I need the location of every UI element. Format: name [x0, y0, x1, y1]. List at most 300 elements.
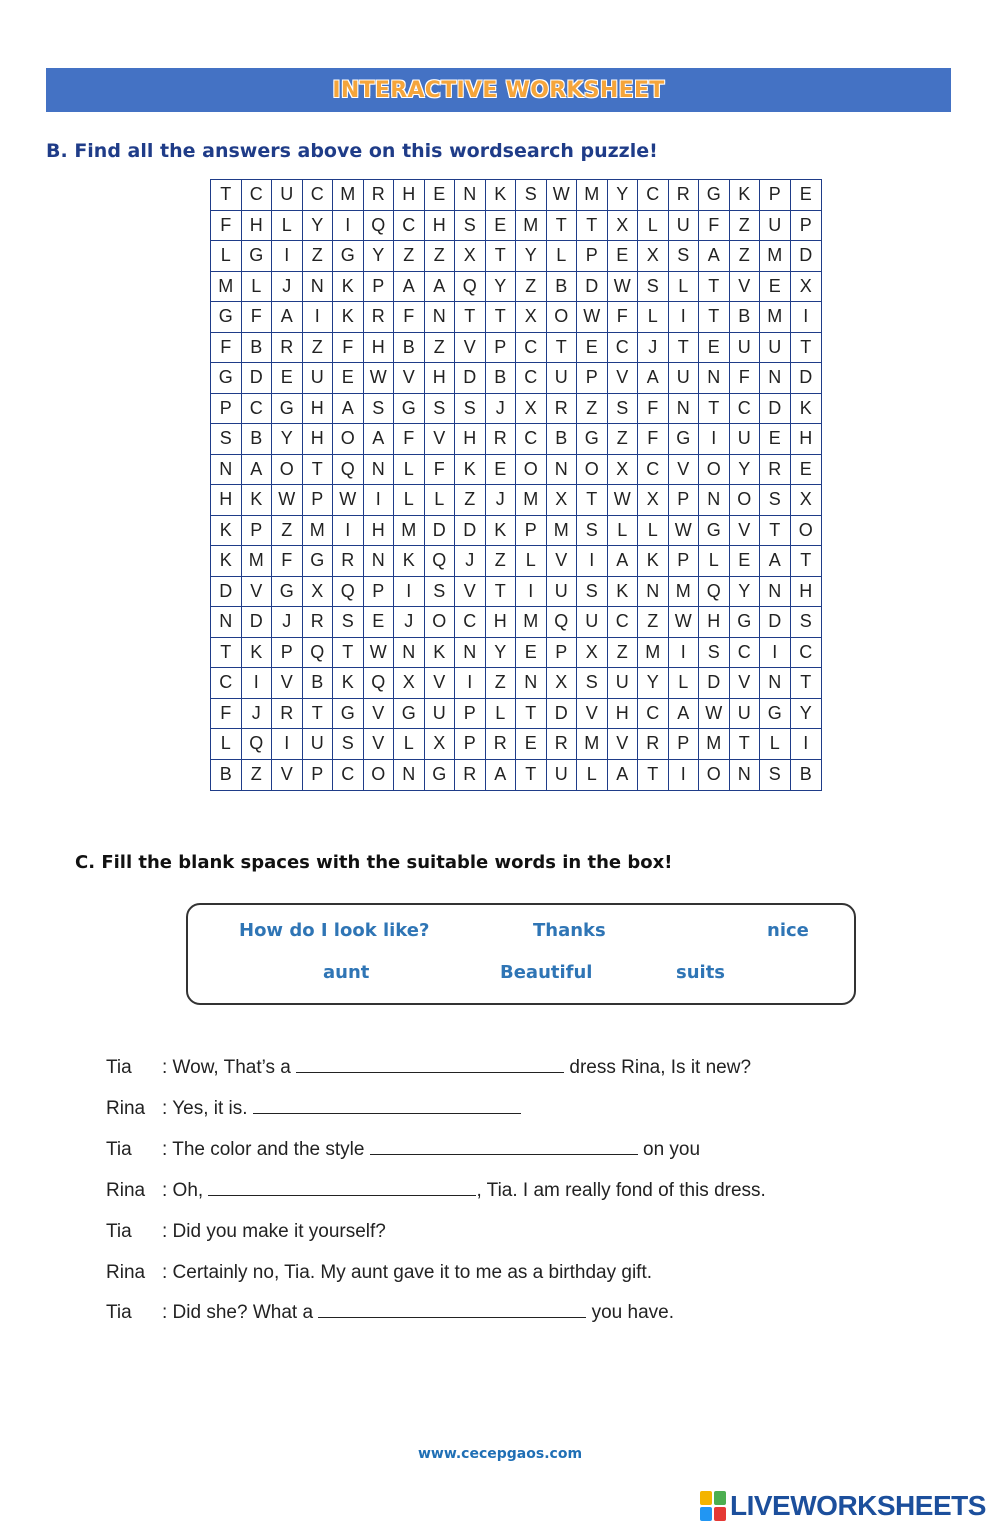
grid-cell[interactable]: T	[486, 302, 517, 333]
grid-cell[interactable]: V	[425, 668, 456, 699]
grid-cell[interactable]: Z	[486, 668, 517, 699]
grid-cell[interactable]: Z	[577, 394, 608, 425]
grid-cell[interactable]: A	[486, 760, 517, 791]
grid-cell[interactable]: X	[516, 394, 547, 425]
grid-cell[interactable]: K	[791, 394, 822, 425]
blank-input[interactable]	[370, 1140, 638, 1155]
grid-cell[interactable]: T	[638, 760, 669, 791]
grid-cell[interactable]: N	[516, 668, 547, 699]
grid-cell[interactable]: F	[333, 333, 364, 364]
grid-cell[interactable]: P	[364, 577, 395, 608]
grid-cell[interactable]: N	[211, 607, 242, 638]
grid-cell[interactable]: B	[547, 424, 578, 455]
grid-cell[interactable]: I	[272, 729, 303, 760]
grid-cell[interactable]: U	[425, 699, 456, 730]
grid-cell[interactable]: N	[364, 455, 395, 486]
grid-cell[interactable]: A	[608, 760, 639, 791]
grid-cell[interactable]: Z	[303, 333, 334, 364]
grid-cell[interactable]: B	[799, 764, 812, 785]
grid-cell[interactable]: V	[242, 577, 273, 608]
grid-cell[interactable]: I	[272, 241, 303, 272]
grid-cell[interactable]: Z	[242, 760, 273, 791]
grid-cell[interactable]: A	[242, 455, 273, 486]
grid-cell[interactable]: N	[760, 363, 791, 394]
grid-cell[interactable]: A	[333, 394, 364, 425]
grid-cell[interactable]: Y	[272, 424, 303, 455]
grid-cell[interactable]: A	[394, 272, 425, 303]
grid-cell[interactable]: U	[669, 363, 700, 394]
blank-input[interactable]	[296, 1058, 564, 1073]
grid-cell[interactable]: E	[791, 455, 822, 486]
grid-cell[interactable]: C	[638, 180, 669, 211]
grid-cell[interactable]: I	[333, 211, 364, 242]
grid-cell[interactable]: X	[608, 455, 639, 486]
grid-cell[interactable]: J	[394, 607, 425, 638]
grid-cell[interactable]: T	[791, 333, 822, 364]
grid-cell[interactable]: V	[455, 577, 486, 608]
grid-cell[interactable]: P	[669, 729, 700, 760]
grid-cell[interactable]: Y	[638, 668, 669, 699]
grid-cell[interactable]: L	[394, 485, 425, 516]
grid-cell[interactable]: K	[486, 180, 517, 211]
grid-cell[interactable]: S	[333, 729, 364, 760]
grid-cell[interactable]: G	[303, 546, 334, 577]
grid-cell[interactable]: R	[669, 180, 700, 211]
word-bank-item[interactable]: nice	[767, 920, 809, 941]
grid-cell[interactable]: P	[669, 546, 700, 577]
grid-cell[interactable]: B	[486, 363, 517, 394]
grid-cell[interactable]: M	[638, 638, 669, 669]
grid-cell[interactable]: Y	[364, 241, 395, 272]
grid-cell[interactable]: Y	[791, 699, 822, 730]
grid-cell[interactable]: R	[486, 729, 517, 760]
grid-cell[interactable]: S	[364, 394, 395, 425]
grid-cell[interactable]: R	[333, 546, 364, 577]
grid-cell[interactable]: N	[394, 760, 425, 791]
grid-cell[interactable]: R	[486, 424, 517, 455]
grid-cell[interactable]: Z	[486, 546, 517, 577]
grid-cell[interactable]: P	[577, 363, 608, 394]
grid-cell[interactable]: M	[516, 211, 547, 242]
grid-cell[interactable]: D	[791, 241, 822, 272]
grid-cell[interactable]: J	[486, 394, 517, 425]
grid-cell[interactable]: K	[608, 577, 639, 608]
grid-cell[interactable]: F	[638, 394, 669, 425]
grid-cell[interactable]: K	[455, 455, 486, 486]
grid-cell[interactable]: N	[760, 577, 791, 608]
grid-cell[interactable]: P	[242, 516, 273, 547]
grid-cell[interactable]: T	[730, 729, 761, 760]
grid-cell[interactable]: L	[669, 272, 700, 303]
grid-cell[interactable]: I	[760, 638, 791, 669]
grid-cell[interactable]: H	[791, 424, 822, 455]
grid-cell[interactable]: S	[455, 211, 486, 242]
grid-cell[interactable]: X	[303, 577, 334, 608]
grid-cell[interactable]: O	[699, 455, 730, 486]
grid-cell[interactable]: S	[608, 394, 639, 425]
grid-cell[interactable]: D	[577, 272, 608, 303]
grid-cell[interactable]: I	[455, 668, 486, 699]
grid-cell[interactable]: S	[455, 394, 486, 425]
grid-cell[interactable]: P	[547, 638, 578, 669]
grid-cell[interactable]: S	[577, 577, 608, 608]
grid-cell[interactable]: H	[425, 211, 456, 242]
grid-cell[interactable]: E	[699, 333, 730, 364]
grid-cell[interactable]: Z	[730, 241, 761, 272]
grid-cell[interactable]: L	[425, 485, 456, 516]
grid-cell[interactable]: M	[577, 180, 608, 211]
wordsearch-grid[interactable]	[210, 179, 822, 791]
grid-cell[interactable]: T	[699, 302, 730, 333]
grid-cell[interactable]: Z	[303, 241, 334, 272]
grid-cell[interactable]: Z	[608, 638, 639, 669]
grid-cell[interactable]: C	[730, 638, 761, 669]
grid-cell[interactable]: T	[303, 455, 334, 486]
grid-cell[interactable]: H	[211, 485, 242, 516]
grid-cell[interactable]: I	[394, 577, 425, 608]
grid-cell[interactable]: R	[547, 729, 578, 760]
grid-cell[interactable]: U	[730, 333, 761, 364]
grid-cell[interactable]: T	[547, 211, 578, 242]
grid-cell[interactable]: T	[577, 485, 608, 516]
grid-cell[interactable]: M	[760, 241, 791, 272]
grid-cell[interactable]: K	[394, 546, 425, 577]
grid-cell[interactable]: L	[394, 729, 425, 760]
grid-cell[interactable]: C	[516, 363, 547, 394]
grid-cell[interactable]: A	[638, 363, 669, 394]
grid-cell[interactable]: V	[364, 699, 395, 730]
footer-url[interactable]: www.cecepgaos.com	[417, 1446, 583, 1462]
grid-cell[interactable]: F	[211, 699, 242, 730]
grid-cell[interactable]: S	[760, 485, 791, 516]
grid-cell[interactable]: M	[669, 577, 700, 608]
grid-cell[interactable]: H	[455, 424, 486, 455]
grid-cell[interactable]: W	[608, 272, 639, 303]
grid-cell[interactable]: I	[333, 516, 364, 547]
grid-cell[interactable]: L	[211, 241, 242, 272]
grid-cell[interactable]: R	[547, 394, 578, 425]
grid-cell[interactable]: T	[669, 333, 700, 364]
grid-cell[interactable]: P	[760, 180, 791, 211]
grid-cell[interactable]: T	[486, 577, 517, 608]
grid-cell[interactable]: S	[425, 577, 456, 608]
grid-cell[interactable]: L	[638, 211, 669, 242]
grid-cell[interactable]: K	[211, 516, 242, 547]
grid-cell[interactable]: H	[608, 699, 639, 730]
grid-cell[interactable]: E	[577, 333, 608, 364]
grid-cell[interactable]: P	[455, 699, 486, 730]
grid-cell[interactable]: S	[577, 668, 608, 699]
word-bank-item[interactable]: suits	[676, 962, 726, 983]
grid-cell[interactable]: T	[333, 638, 364, 669]
grid-cell[interactable]: F	[730, 363, 761, 394]
grid-cell[interactable]: W	[547, 180, 578, 211]
grid-cell[interactable]: Z	[455, 485, 486, 516]
grid-cell[interactable]: M	[333, 180, 364, 211]
grid-cell[interactable]: C	[242, 394, 273, 425]
grid-cell[interactable]: Y	[608, 180, 639, 211]
grid-cell[interactable]: V	[547, 546, 578, 577]
grid-cell[interactable]: H	[242, 211, 273, 242]
grid-cell[interactable]: M	[516, 607, 547, 638]
grid-cell[interactable]: W	[272, 485, 303, 516]
grid-cell[interactable]: A	[364, 424, 395, 455]
grid-cell[interactable]: I	[699, 424, 730, 455]
grid-cell[interactable]: D	[760, 394, 791, 425]
grid-cell[interactable]: M	[242, 546, 273, 577]
grid-cell[interactable]: B	[242, 333, 273, 364]
grid-cell[interactable]: X	[547, 485, 578, 516]
grid-cell[interactable]: D	[455, 516, 486, 547]
grid-cell[interactable]: V	[272, 760, 303, 791]
grid-cell[interactable]: E	[608, 241, 639, 272]
blank-input[interactable]	[318, 1303, 586, 1318]
grid-cell[interactable]: S	[425, 394, 456, 425]
grid-cell[interactable]: N	[303, 272, 334, 303]
grid-cell[interactable]: N	[699, 363, 730, 394]
grid-cell[interactable]: F	[699, 211, 730, 242]
grid-cell[interactable]: V	[730, 668, 761, 699]
grid-cell[interactable]: L	[699, 546, 730, 577]
grid-cell[interactable]: D	[242, 363, 273, 394]
grid-cell[interactable]: V	[455, 333, 486, 364]
grid-cell[interactable]: G	[211, 363, 242, 394]
grid-cell[interactable]: X	[455, 241, 486, 272]
grid-cell[interactable]: C	[730, 394, 761, 425]
grid-cell[interactable]: E	[516, 729, 547, 760]
grid-cell[interactable]: G	[394, 699, 425, 730]
grid-cell[interactable]: U	[760, 211, 791, 242]
grid-cell[interactable]: G	[272, 394, 303, 425]
grid-cell[interactable]: I	[303, 302, 334, 333]
grid-cell[interactable]: C	[608, 607, 639, 638]
grid-cell[interactable]: Y	[730, 577, 761, 608]
grid-cell[interactable]: Q	[547, 607, 578, 638]
grid-cell[interactable]: X	[394, 668, 425, 699]
grid-cell[interactable]: V	[608, 729, 639, 760]
grid-cell[interactable]: T	[699, 394, 730, 425]
grid-cell[interactable]: K	[638, 546, 669, 577]
grid-cell[interactable]: J	[638, 333, 669, 364]
grid-cell[interactable]: W	[669, 607, 700, 638]
grid-cell[interactable]: V	[608, 363, 639, 394]
grid-cell[interactable]: P	[455, 729, 486, 760]
grid-cell[interactable]: V	[272, 668, 303, 699]
grid-cell[interactable]: V	[364, 729, 395, 760]
grid-cell[interactable]: T	[211, 180, 242, 211]
grid-cell[interactable]: X	[638, 485, 669, 516]
grid-cell[interactable]: F	[211, 211, 242, 242]
grid-cell[interactable]: X	[547, 668, 578, 699]
grid-cell[interactable]: K	[333, 302, 364, 333]
grid-cell[interactable]: Z	[272, 516, 303, 547]
grid-cell[interactable]: C	[211, 668, 242, 699]
grid-cell[interactable]: Y	[486, 638, 517, 669]
grid-cell[interactable]: O	[425, 607, 456, 638]
blank-input[interactable]	[253, 1099, 521, 1114]
grid-cell[interactable]: H	[486, 607, 517, 638]
grid-cell[interactable]: R	[760, 455, 791, 486]
grid-cell[interactable]: G	[760, 699, 791, 730]
grid-cell[interactable]: E	[486, 211, 517, 242]
grid-cell[interactable]: E	[425, 180, 456, 211]
grid-cell[interactable]: N	[638, 577, 669, 608]
grid-cell[interactable]: O	[333, 424, 364, 455]
grid-cell[interactable]: N	[364, 546, 395, 577]
grid-cell[interactable]: I	[516, 577, 547, 608]
grid-cell[interactable]: S	[333, 607, 364, 638]
grid-cell[interactable]: P	[303, 485, 334, 516]
grid-cell[interactable]: R	[272, 333, 303, 364]
liveworksheets-logo[interactable]	[700, 1488, 994, 1524]
grid-cell[interactable]: X	[425, 729, 456, 760]
grid-cell[interactable]: Y	[486, 272, 517, 303]
grid-cell[interactable]: D	[455, 363, 486, 394]
grid-cell[interactable]: D	[547, 699, 578, 730]
grid-cell[interactable]: G	[333, 241, 364, 272]
grid-cell[interactable]: P	[516, 516, 547, 547]
grid-cell[interactable]: T	[486, 241, 517, 272]
grid-cell[interactable]: L	[608, 516, 639, 547]
grid-cell[interactable]: V	[425, 424, 456, 455]
grid-cell[interactable]: G	[242, 241, 273, 272]
grid-cell[interactable]: T	[760, 516, 791, 547]
grid-cell[interactable]: Q	[242, 729, 273, 760]
grid-cell[interactable]: T	[547, 333, 578, 364]
grid-cell[interactable]: I	[791, 302, 822, 333]
grid-cell[interactable]: D	[791, 363, 822, 394]
grid-cell[interactable]: L	[760, 729, 791, 760]
grid-cell[interactable]: X	[608, 211, 639, 242]
grid-cell[interactable]: U	[730, 699, 761, 730]
grid-cell[interactable]: O	[577, 455, 608, 486]
grid-cell[interactable]: C	[791, 638, 822, 669]
grid-cell[interactable]: F	[608, 302, 639, 333]
grid-cell[interactable]: R	[455, 760, 486, 791]
grid-cell[interactable]: U	[669, 211, 700, 242]
grid-cell[interactable]: Q	[699, 577, 730, 608]
grid-cell[interactable]: K	[333, 668, 364, 699]
grid-cell[interactable]: K	[333, 272, 364, 303]
grid-cell[interactable]: Q	[333, 577, 364, 608]
grid-cell[interactable]: P	[577, 241, 608, 272]
grid-cell[interactable]: Z	[394, 241, 425, 272]
grid-cell[interactable]: R	[364, 302, 395, 333]
grid-cell[interactable]: T	[516, 699, 547, 730]
grid-cell[interactable]: M	[699, 729, 730, 760]
grid-cell[interactable]: Q	[364, 211, 395, 242]
grid-cell[interactable]: H	[425, 363, 456, 394]
grid-cell[interactable]: R	[303, 607, 334, 638]
grid-cell[interactable]: W	[699, 699, 730, 730]
grid-cell[interactable]: H	[699, 607, 730, 638]
grid-cell[interactable]: V	[669, 455, 700, 486]
grid-cell[interactable]: N	[425, 302, 456, 333]
grid-cell[interactable]: G	[394, 394, 425, 425]
grid-cell[interactable]: U	[272, 180, 303, 211]
grid-cell[interactable]: U	[730, 424, 761, 455]
grid-cell[interactable]: R	[364, 180, 395, 211]
grid-cell[interactable]: T	[211, 638, 242, 669]
grid-cell[interactable]: R	[272, 699, 303, 730]
grid-cell[interactable]: I	[669, 638, 700, 669]
grid-cell[interactable]: T	[699, 272, 730, 303]
grid-cell[interactable]: F	[211, 333, 242, 364]
grid-cell[interactable]: B	[211, 760, 242, 791]
grid-cell[interactable]: P	[211, 394, 242, 425]
grid-cell[interactable]: S	[211, 424, 242, 455]
grid-cell[interactable]: N	[211, 455, 242, 486]
grid-cell[interactable]: F	[425, 455, 456, 486]
grid-cell[interactable]: J	[272, 607, 303, 638]
grid-cell[interactable]: S	[516, 180, 547, 211]
grid-cell[interactable]: M	[394, 516, 425, 547]
grid-cell[interactable]: I	[669, 760, 700, 791]
grid-cell[interactable]: Z	[516, 272, 547, 303]
grid-cell[interactable]: N	[547, 455, 578, 486]
grid-cell[interactable]: Y	[516, 241, 547, 272]
grid-cell[interactable]: S	[791, 607, 822, 638]
grid-cell[interactable]: M	[516, 485, 547, 516]
grid-cell[interactable]: A	[425, 272, 456, 303]
grid-cell[interactable]: N	[394, 638, 425, 669]
grid-cell[interactable]: U	[577, 607, 608, 638]
grid-cell[interactable]: S	[669, 241, 700, 272]
grid-cell[interactable]: J	[242, 699, 273, 730]
blank-input[interactable]	[208, 1181, 476, 1196]
grid-cell[interactable]: V	[730, 516, 761, 547]
grid-cell[interactable]: W	[608, 485, 639, 516]
grid-cell[interactable]: L	[577, 760, 608, 791]
grid-cell[interactable]: J	[272, 272, 303, 303]
grid-cell[interactable]: A	[699, 241, 730, 272]
grid-cell[interactable]: U	[303, 363, 334, 394]
grid-cell[interactable]: F	[394, 302, 425, 333]
grid-cell[interactable]: B	[394, 333, 425, 364]
grid-cell[interactable]: P	[303, 760, 334, 791]
grid-cell[interactable]: C	[333, 760, 364, 791]
grid-cell[interactable]: K	[211, 546, 242, 577]
grid-cell[interactable]: D	[211, 577, 242, 608]
grid-cell[interactable]: P	[272, 638, 303, 669]
grid-cell[interactable]: C	[638, 699, 669, 730]
grid-cell[interactable]: C	[303, 180, 334, 211]
grid-cell[interactable]: G	[669, 424, 700, 455]
grid-cell[interactable]: T	[577, 211, 608, 242]
grid-cell[interactable]: C	[455, 607, 486, 638]
grid-cell[interactable]: A	[760, 546, 791, 577]
grid-cell[interactable]: D	[760, 607, 791, 638]
grid-cell[interactable]: L	[242, 272, 273, 303]
grid-cell[interactable]: Y	[303, 211, 334, 242]
grid-cell[interactable]: S	[699, 638, 730, 669]
grid-cell[interactable]: E	[760, 272, 791, 303]
grid-cell[interactable]: Q	[303, 638, 334, 669]
grid-cell[interactable]: L	[486, 699, 517, 730]
grid-cell[interactable]: N	[699, 485, 730, 516]
grid-cell[interactable]: T	[791, 668, 822, 699]
grid-cell[interactable]: X	[638, 241, 669, 272]
grid-cell[interactable]: P	[791, 211, 822, 242]
grid-cell[interactable]: F	[242, 302, 273, 333]
grid-cell[interactable]: M	[760, 302, 791, 333]
grid-cell[interactable]: M	[547, 516, 578, 547]
grid-cell[interactable]: K	[425, 638, 456, 669]
grid-cell[interactable]: Z	[425, 333, 456, 364]
grid-cell[interactable]: D	[699, 668, 730, 699]
grid-cell[interactable]: F	[638, 424, 669, 455]
grid-cell[interactable]: T	[303, 699, 334, 730]
